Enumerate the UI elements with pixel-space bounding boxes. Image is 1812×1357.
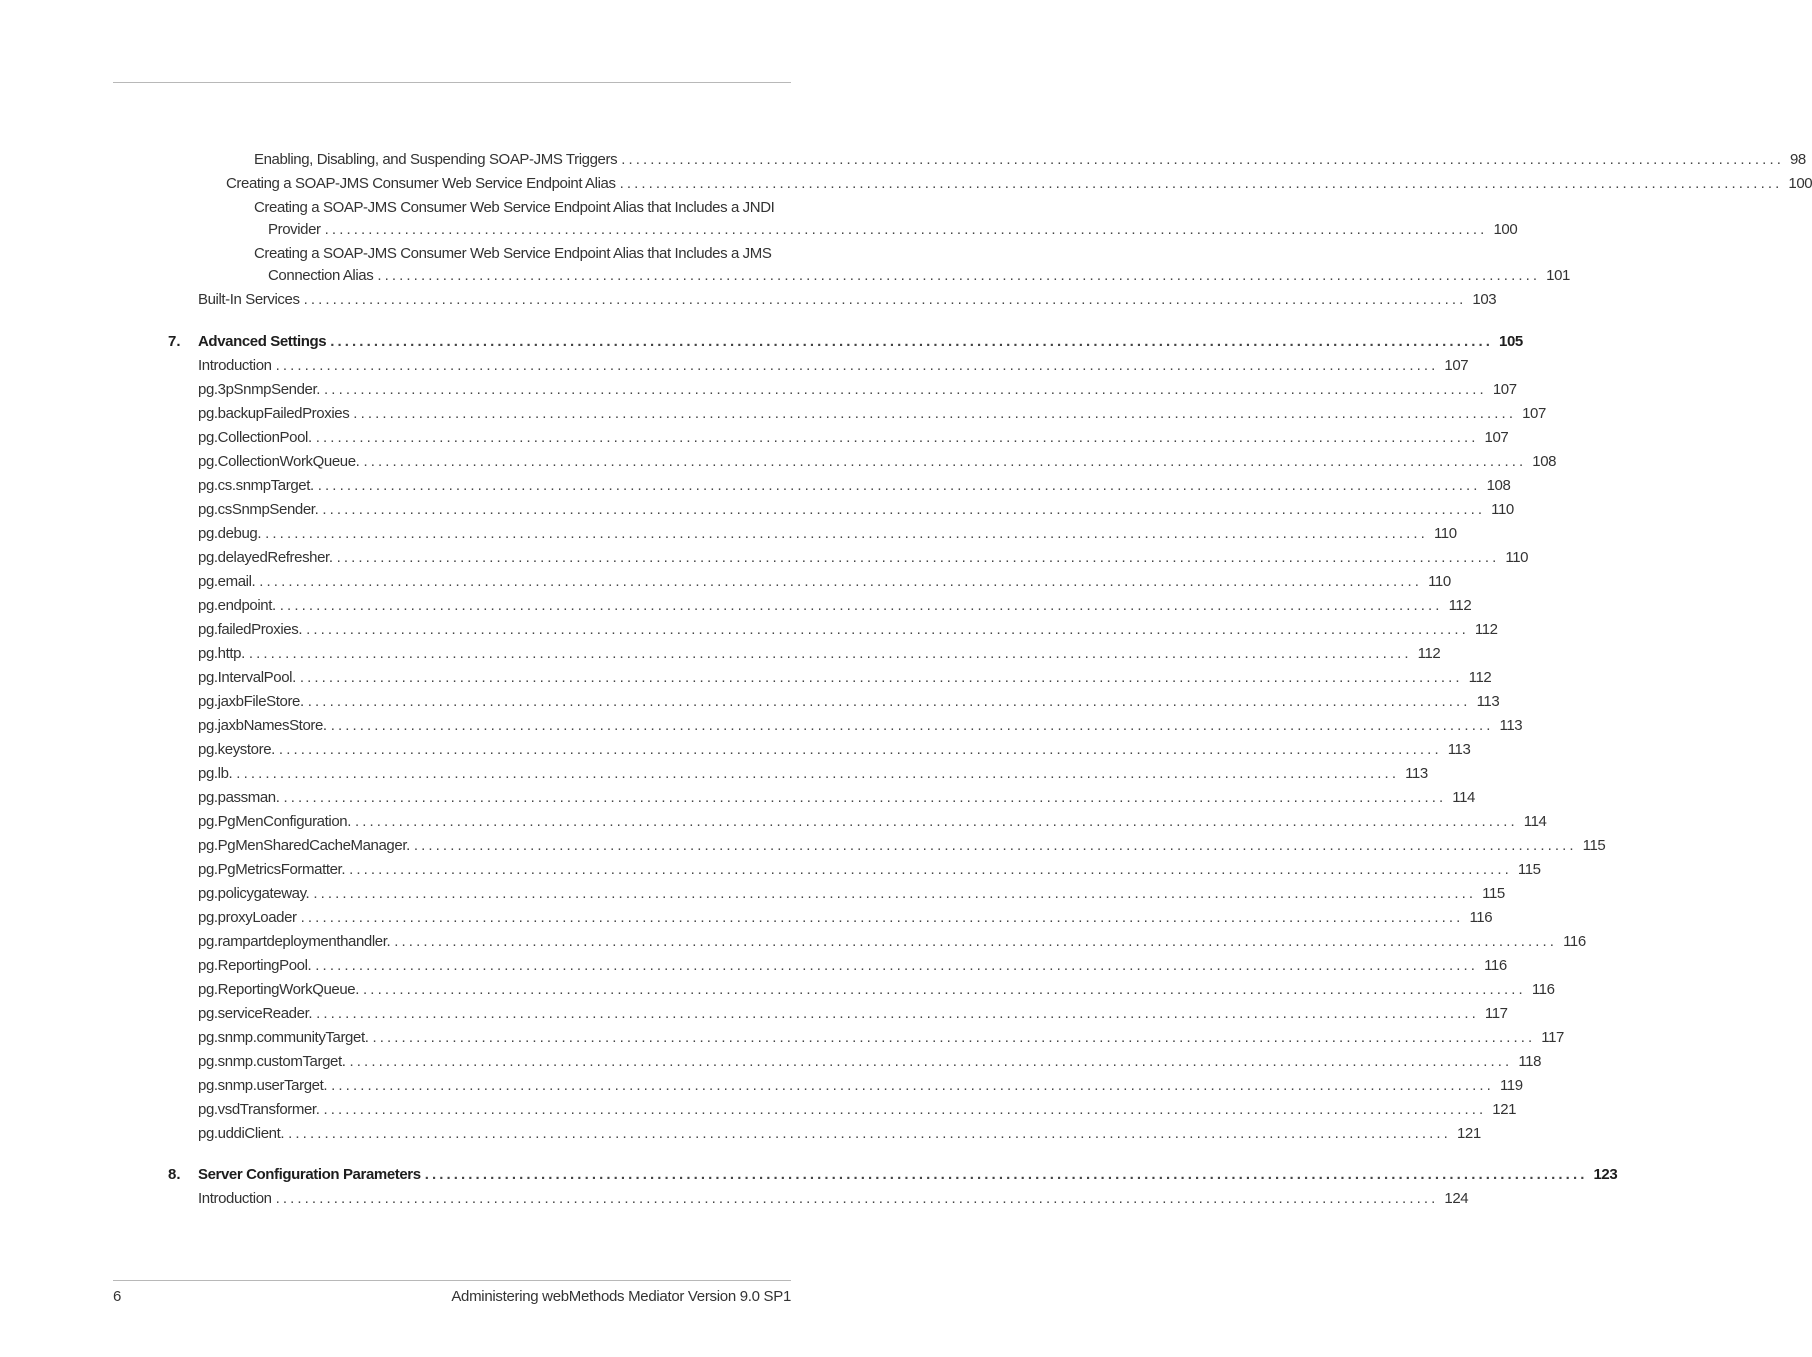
toc-entry[interactable] [198,621,1498,639]
toc-entry[interactable] [254,151,1806,169]
toc-leader-dots: ................................................................................................................................................................ [315,429,1479,446]
toc-leader-dots: ................................................................................................................................................................ [288,1125,1451,1142]
toc-entry-title: Provider [268,221,321,238]
toc-entry-title: pg.3pSnmpSender. [198,381,321,398]
toc-entry-title: Introduction [198,357,272,374]
toc-leader-dots: ................................................................................................................................................................ [275,1190,1439,1207]
toc-leader-dots: ................................................................................................................................................................ [299,669,1463,686]
toc-entry[interactable] [198,957,1507,975]
toc-entry-title: pg.endpoint. [198,597,276,614]
toc-entry[interactable] [198,1005,1508,1023]
toc-entry-page-number: 118 [1518,1053,1542,1070]
toc-entry[interactable] [198,981,1555,999]
toc-entry-page-number: 115 [1517,861,1541,878]
toc-leader-dots: ................................................................................................................................................................ [324,381,1487,398]
toc-entry[interactable] [268,221,1518,239]
toc-leader-dots: ................................................................................................................................................................ [265,525,1428,542]
toc-entry-page-number: 121 [1492,1101,1517,1118]
toc-entry-title: pg.debug. [198,525,262,542]
toc-leader-dots: ................................................................................................................................................................ [331,1077,1494,1094]
toc-entry-title: pg.uddiClient. [198,1125,285,1142]
toc-leader-dots: ................................................................................................................................................................ [313,885,1477,902]
toc-entry[interactable] [198,1077,1523,1095]
toc-entry-title: pg.jaxbFileStore. [198,693,304,710]
toc-entry-title: pg.failedProxies. [198,621,303,638]
toc-entry-page-number: 110 [1491,501,1514,518]
toc-entry-title: Advanced Settings [198,333,327,350]
toc-entry-title: pg.snmp.customTarget. [198,1053,346,1070]
toc-leader-dots: ................................................................................................................................................................ [322,501,1486,518]
toc-leader-dots: ................................................................................................................................................................ [317,477,1481,494]
toc-entry-page-number: 117 [1484,1005,1508,1022]
toc-entry[interactable] [198,1101,1517,1119]
toc-entry-page-number: 110 [1433,525,1457,542]
toc-entry[interactable] [198,453,1557,471]
toc-entry-title: pg.CollectionPool. [198,429,312,446]
toc-entry[interactable] [198,381,1517,399]
toc-entry-page-number: 116 [1563,933,1586,950]
toc-entry-title: pg.PgMenSharedCacheManager. [198,837,410,854]
toc-entry-title: pg.ReportingPool. [198,957,312,974]
toc-entry-title: Enabling, Disabling, and Suspending SOAP-JMS Triggers [254,151,618,168]
toc-entry[interactable] [198,477,1511,495]
toc-entry[interactable] [198,429,1509,447]
toc-entry-page-number: 115 [1482,885,1505,902]
toc-entry-page-number: 112 [1448,597,1472,614]
toc-leader-dots: ................................................................................................................................................................ [259,573,1423,590]
toc-leader-dots: ................................................................................................................................................................ [353,405,1517,422]
toc-entry-title: pg.http. [198,645,245,662]
toc-entry-page-number: 114 [1452,789,1475,806]
toc-entry-title: pg.passman. [198,789,280,806]
toc-entry[interactable] [226,175,1812,193]
toc-entry-page-number: 116 [1469,909,1493,926]
toc-entry-title: pg.CollectionWorkQueue. [198,453,360,470]
toc-entry-page-number: 114 [1523,813,1547,830]
toc-entry-page-number: 117 [1541,1029,1564,1046]
toc-leader-dots: ................................................................................................................................................................ [363,453,1527,470]
toc-entry-page-number: 100 [1493,221,1518,238]
toc-entry-title: Creating a SOAP-JMS Consumer Web Service Endpoint Alias [226,175,616,192]
toc-entry-title: pg.PgMenConfiguration. [198,813,351,830]
toc-entry-page-number: 108 [1532,453,1557,470]
toc-entry-page-number: 98 [1789,151,1806,168]
chapter-7-heading[interactable] [198,333,1523,351]
toc-entry-page-number: 116 [1531,981,1555,998]
toc-leader-dots: ................................................................................................................................................................ [324,221,1488,238]
toc-entry-page-number: 115 [1582,837,1606,854]
toc-entry[interactable] [198,525,1457,543]
toc-entry[interactable] [198,597,1472,615]
toc-entry-page-number: 113 [1447,741,1471,758]
toc-entry-title: pg.rampartdeploymenthandler. [198,933,391,950]
toc-entry-title: pg.email. [198,573,256,590]
toc-entry-page-number: 123 [1593,1166,1618,1183]
toc-entry[interactable] [198,717,1523,735]
footer-rule [113,1280,791,1281]
toc-entry-title: Introduction [198,1190,272,1207]
toc-entry[interactable] [198,501,1514,519]
toc-entry-title: pg.delayedRefresher. [198,549,333,566]
toc-entry-title: pg.serviceReader. [198,1005,313,1022]
chapter-8-heading[interactable] [198,1166,1618,1184]
toc-entry-title: pg.lb. [198,765,233,782]
footer-page-number: 6 [113,1288,122,1305]
toc-entry[interactable] [198,549,1529,567]
toc-entry-page-number: 100 [1788,175,1812,192]
toc-entry-page-number: 113 [1405,765,1428,782]
toc-entry-title: pg.backupFailedProxies [198,405,350,422]
toc-entry-page-number: 105 [1499,333,1523,350]
toc-entry[interactable] [198,669,1492,687]
toc-entry[interactable] [198,1029,1564,1047]
toc-entry[interactable] [198,1125,1481,1143]
toc-entry-page-number: 121 [1456,1125,1481,1142]
toc-leader-dots: ................................................................................................................................................................ [278,741,1442,758]
toc-entry-title: pg.snmp.communityTarget. [198,1029,369,1046]
toc-entry-title: pg.PgMetricsFormatter. [198,861,346,878]
toc-entry[interactable] [198,645,1441,663]
chapter-number: 7. [168,333,181,350]
toc-leader-dots: ................................................................................................................................................................ [316,1005,1479,1022]
toc-leader-dots: ................................................................................................................................................................ [330,717,1494,734]
toc-leader-dots: ................................................................................................................................................................ [413,837,1577,854]
toc-entry-title: pg.keystore. [198,741,275,758]
toc-leader-dots: ................................................................................................................................................................ [307,693,1471,710]
toc-entry-title-line[interactable]: Creating a SOAP-JMS Consumer Web Service Endpoint Alias that Includes a JMS [254,245,772,262]
toc-entry-title: pg.proxyLoader [198,909,297,926]
toc-leader-dots: ................................................................................................................................................................ [621,151,1784,168]
toc-entry-title: pg.snmp.userTarget. [198,1077,328,1094]
toc-leader-dots: ................................................................................................................................................................ [303,291,1467,308]
toc-entry[interactable] [198,357,1469,375]
toc-entry-title: pg.vsdTransformer. [198,1101,320,1118]
toc-leader-dots: ................................................................................................................................................................ [236,765,1400,782]
toc-leader-dots: ................................................................................................................................................................ [283,789,1447,806]
toc-entry[interactable] [198,693,1500,711]
toc-entry-page-number: 107 [1492,381,1517,398]
chapter-number: 8. [168,1166,181,1183]
toc-entry-title: Connection Alias [268,267,374,284]
toc-entry-page-number: 113 [1499,717,1523,734]
toc-leader-dots: ................................................................................................................................................................ [349,1053,1513,1070]
toc-entry-title: pg.cs.snmpTarget. [198,477,314,494]
toc-leader-dots: ................................................................................................................................................................ [349,861,1512,878]
toc-leader-dots: ................................................................................................................................................................ [306,621,1469,638]
toc-entry-title: pg.csSnmpSender. [198,501,319,518]
toc-leader-dots: ................................................................................................................................................................ [336,549,1500,566]
toc-entry[interactable] [198,741,1471,759]
toc-leader-dots: ................................................................................................................................................................ [315,957,1479,974]
toc-entry[interactable] [198,885,1505,903]
toc-entry[interactable] [198,909,1493,927]
toc-entry-page-number: 110 [1505,549,1529,566]
toc-entry-page-number: 113 [1476,693,1500,710]
toc-entry-title: pg.policygateway. [198,885,310,902]
toc-entry-page-number: 107 [1444,357,1469,374]
toc-leader-dots: ................................................................................................................................................................ [619,175,1783,192]
toc-entry-page-number: 112 [1468,669,1492,686]
toc-entry[interactable] [198,573,1451,591]
toc-entry-page-number: 101 [1546,267,1570,284]
toc-entry-page-number: 116 [1484,957,1507,974]
toc-entry[interactable] [198,1053,1542,1071]
toc-leader-dots: ................................................................................................................................................................ [279,597,1443,614]
toc-leader-dots: ................................................................................................................................................................ [323,1101,1487,1118]
toc-entry-page-number: 124 [1444,1190,1469,1207]
toc-entry-page-number: 112 [1417,645,1441,662]
toc-entry[interactable] [268,267,1570,285]
toc-entry-page-number: 119 [1499,1077,1523,1094]
toc-entry-title: pg.ReportingWorkQueue. [198,981,360,998]
toc-entry[interactable] [198,1190,1469,1208]
toc-leader-dots: ................................................................................................................................................................ [330,333,1494,350]
toc-entry-page-number: 110 [1428,573,1451,590]
toc-entry[interactable] [198,291,1497,309]
toc-entry-title: pg.IntervalPool. [198,669,296,686]
toc-leader-dots: ................................................................................................................................................................ [363,981,1526,998]
toc-leader-dots: ................................................................................................................................................................ [377,267,1541,284]
toc-entry[interactable] [198,813,1547,831]
toc-leader-dots: ................................................................................................................................................................ [275,357,1439,374]
toc-entry-page-number: 112 [1474,621,1498,638]
toc-entry-page-number: 107 [1522,405,1546,422]
toc-entry-page-number: 107 [1484,429,1509,446]
toc-entry-title: Built-In Services [198,291,300,308]
toc-leader-dots: ................................................................................................................................................................ [372,1029,1536,1046]
toc-entry[interactable] [198,789,1475,807]
toc-entry[interactable] [198,405,1546,423]
footer-document-title: Administering webMethods Mediator Version 9.0 SP1 [451,1288,791,1305]
toc-entry[interactable] [198,837,1606,855]
toc-leader-dots: ................................................................................................................................................................ [300,909,1464,926]
toc-leader-dots: ................................................................................................................................................................ [424,1166,1588,1183]
toc-entry[interactable] [198,933,1586,951]
toc-leader-dots: ................................................................................................................................................................ [394,933,1558,950]
toc-entry-page-number: 103 [1472,291,1497,308]
toc-entry[interactable] [198,765,1428,783]
toc-entry-title-line[interactable]: Creating a SOAP-JMS Consumer Web Service Endpoint Alias that Includes a JNDI [254,199,775,216]
toc-entry-title: pg.jaxbNamesStore. [198,717,327,734]
toc-entry-title: Server Configuration Parameters [198,1166,421,1183]
toc-leader-dots: ................................................................................................................................................................ [354,813,1518,830]
toc-entry[interactable] [198,861,1541,879]
toc-entry-page-number: 108 [1486,477,1511,494]
header-rule [113,82,791,83]
toc-leader-dots: ................................................................................................................................................................ [248,645,1412,662]
